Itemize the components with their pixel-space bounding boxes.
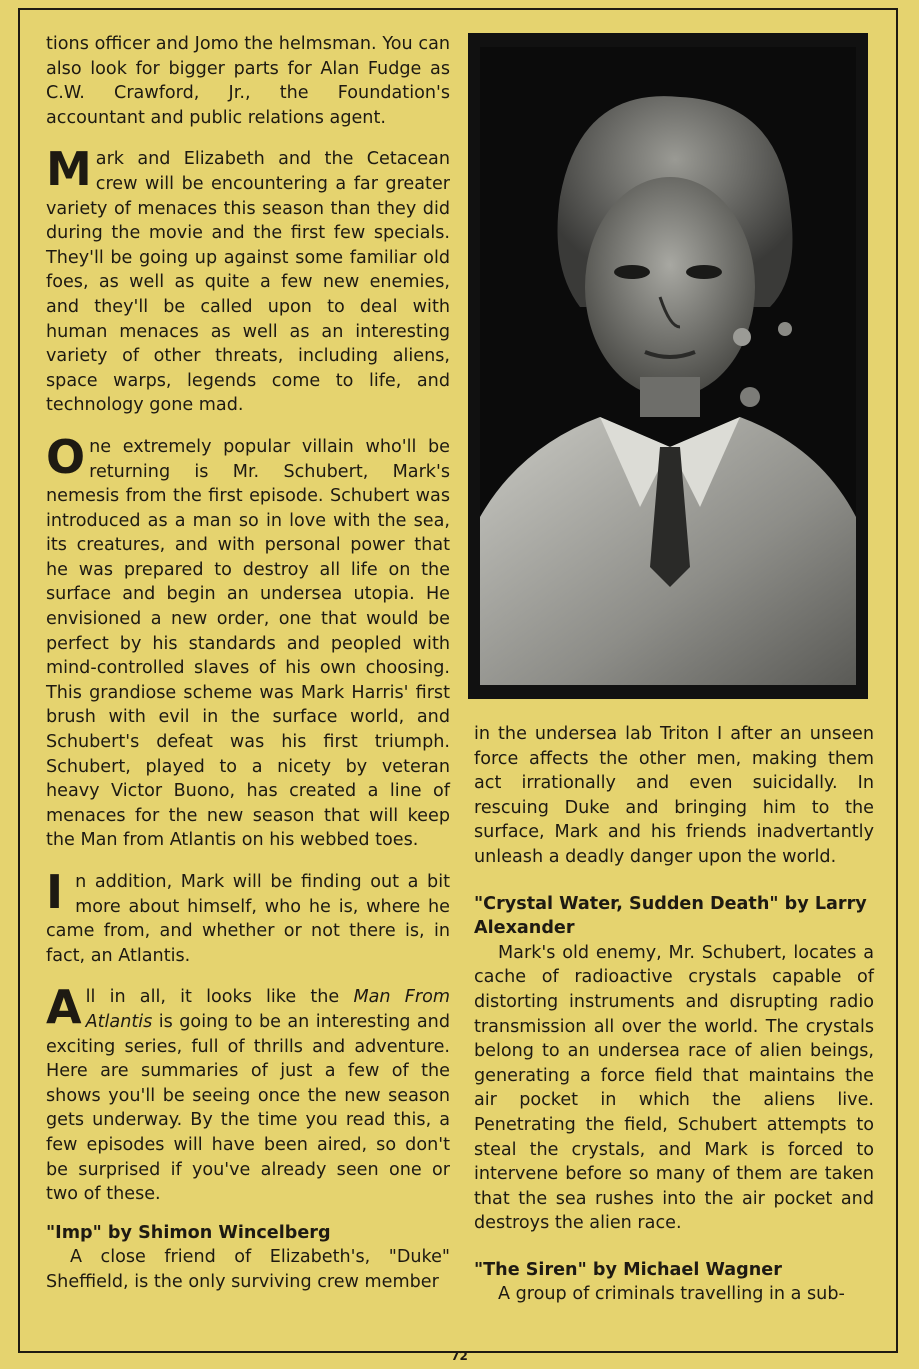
drop-cap-a: A bbox=[46, 980, 82, 1035]
paragraph-cetacean-crew bbox=[46, 142, 450, 418]
paragraph-text: ark and Elizabeth and the Cetacean crew will be encountering a far greater variety of menaces this season than they did during the movie and the first few specials. They'll be going up against some familiar old foes, as well as quite a few new enemies, and they'll be called upon to deal with human menaces as well as an interesting variety of other threats, including aliens, space warps, legends come to life, and technology gone mad. bbox=[46, 149, 450, 416]
portrait-photo bbox=[468, 33, 868, 699]
left-column bbox=[46, 32, 450, 1313]
episode-body-imp-continued: in the undersea lab Triton I after an unseen force affects the other men, making them act irrationally and even suicidally. In rescuing Duke and bringing him to the surface, Mark and his friends inadvertantly unleash a deadly danger upon the world. bbox=[474, 724, 874, 867]
page-number: 72 bbox=[451, 1349, 468, 1363]
paragraph-text: n addition, Mark will be finding out a bit more about himself, who he is, where he came from, and whether or not there is, in fact, an Atlantis. bbox=[46, 872, 450, 966]
paragraph-atlantis bbox=[46, 865, 450, 968]
episode-title-crystal-water: "Crystal Water, Sudden Death" by Larry Alexander bbox=[474, 893, 867, 939]
show-title-italic: Man From Atlantis bbox=[85, 987, 450, 1032]
episode-body-imp: A close friend of Elizabeth's, "Duke" Sheffield, is the only surviving crew member bbox=[46, 1247, 450, 1292]
episode-title-imp: "Imp" by Shimon Wincelberg bbox=[46, 1222, 331, 1243]
drop-cap-i: I bbox=[46, 865, 64, 919]
right-column bbox=[474, 722, 874, 1325]
episode-body-crystal-water: Mark's old enemy, Mr. Schubert, locates a cache of radioactive crystals capable of distorting instruments and disrupting radio transmission all over the world. The crystals belong to an undersea race of alien beings, generating a force field that maintains the air pocket in which the aliens live. Penetrating the field, Schubert attempts to steal the crystals, and Mark is forced to intervene before so many of them are taken that the sea rushes into the air pocket and destroys the alien race. bbox=[474, 942, 874, 1234]
drop-cap-o: O bbox=[46, 429, 86, 484]
portrait-image bbox=[480, 47, 856, 685]
drop-cap-m: M bbox=[46, 142, 92, 197]
paragraph-continuation: tions officer and Jomo the helmsman. You can also look for bigger parts for Alan Fudge as C.W. Crawford, Jr., the Foundation's accountant and public relations agent. bbox=[46, 34, 450, 128]
episode-body-the-siren: A group of criminals travelling in a sub- bbox=[498, 1284, 845, 1305]
paragraph-schubert bbox=[46, 429, 450, 853]
paragraph-text: ne extremely popular villain who'll be returning is Mr. Schubert, Mark's nemesis from the first episode. Schubert was introduced as a man so in love with the sea, its creatures, and with personal power that he was prepared to destroy all life on the surface and begin an undersea utopia. He envisioned a new order, one that would be perfect by his standards and peopled with mind-controlled slaves of his own choosing. This grandiose scheme was Mark Harris' first brush with evil in the surface world, and Schubert's defeat was his first triumph. Schubert, played to a nicety by veteran heavy Victor Buono, has created a line of menaces for the new season that will keep the Man from Atlantis on his webbed toes. bbox=[46, 436, 450, 851]
paragraph-text: is going to be an interesting and exciting series, full of thrills and adventure. Here are summaries of just a few of the shows you'll be seeing once the new season gets underway. By the time you read this, a few episodes will have been aired, so don't be surprised if you've already seen one or two of these. bbox=[46, 1011, 450, 1205]
paragraph-all-in-all bbox=[46, 980, 450, 1206]
episode-title-the-siren: "The Siren" by Michael Wagner bbox=[474, 1259, 782, 1280]
paragraph-text: ll in all, it looks like the bbox=[85, 987, 354, 1008]
